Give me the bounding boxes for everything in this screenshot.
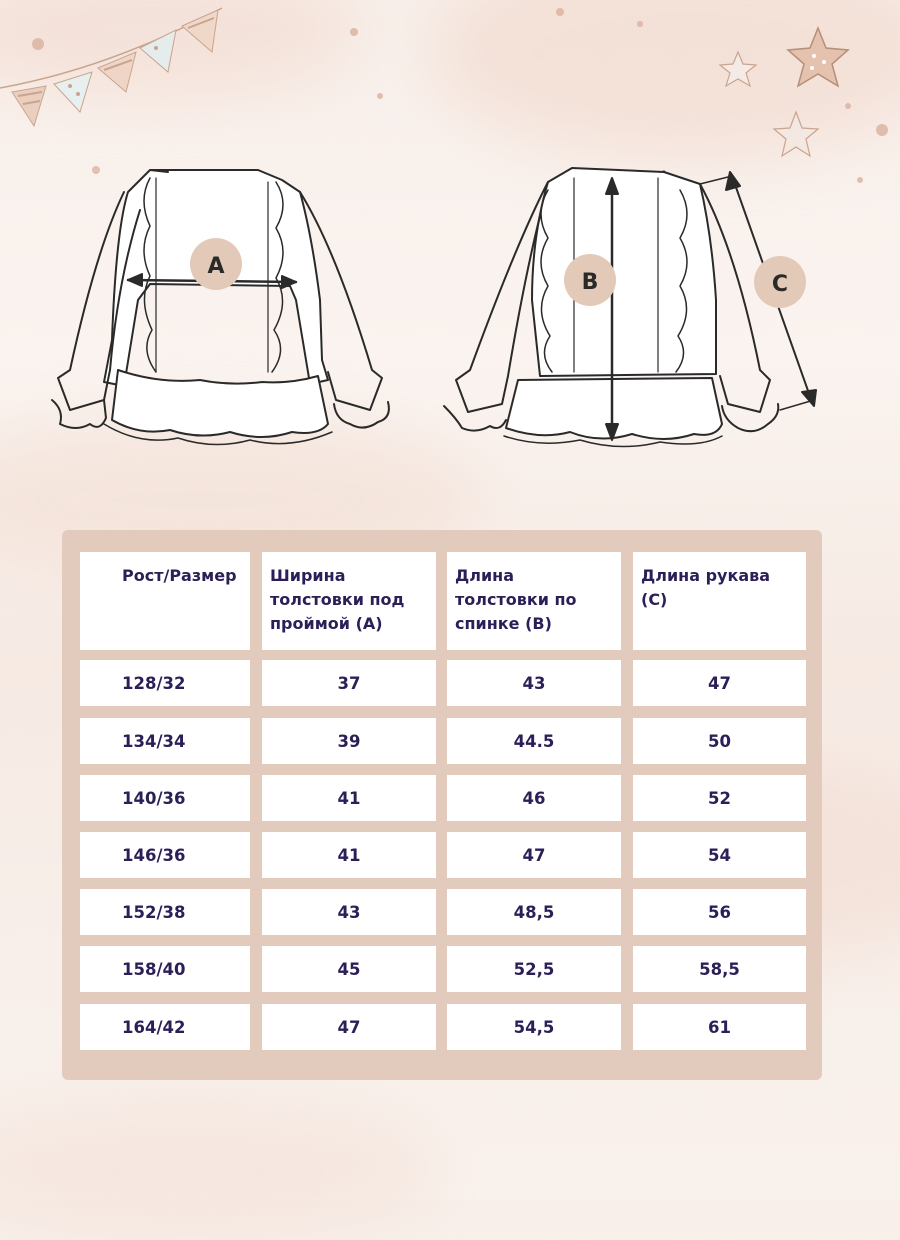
watercolor-wash [0,1100,440,1240]
value-cell: 43 [447,660,621,706]
value-cell: 47 [262,1004,436,1050]
value-cell: 46 [447,775,621,821]
header-cell: Длина толстовки по спинке (B) [447,552,621,650]
value-cell: 54,5 [447,1004,621,1050]
star-icon [774,112,818,156]
value-cell: 54 [633,832,806,878]
front-garment [52,170,389,445]
size-cell: 140/36 [80,775,250,821]
value-cell: 47 [633,660,806,706]
size-cell: 164/42 [80,1004,250,1050]
size-cell: 152/38 [80,889,250,935]
bunting-garland-icon [0,8,222,126]
star-icon [720,52,756,86]
value-cell: 48,5 [447,889,621,935]
splatter-dots [32,8,888,183]
size-cell: 128/32 [80,660,250,706]
value-cell: 50 [633,718,806,764]
value-cell: 52,5 [447,946,621,992]
value-cell: 41 [262,832,436,878]
value-cell: 44.5 [447,718,621,764]
header-cell: Длина рукава (C) [633,552,806,650]
label-b: B [581,270,599,295]
value-cell: 56 [633,889,806,935]
label-c: C [771,272,789,297]
value-cell: 41 [262,775,436,821]
value-cell: 58,5 [633,946,806,992]
size-table [62,530,822,1080]
header-cell: Рост/Размер [80,552,250,650]
value-cell: 52 [633,775,806,821]
value-cell: 39 [262,718,436,764]
garment-illustration [0,0,900,480]
star-icon [788,28,848,86]
size-cell: 158/40 [80,946,250,992]
value-cell: 61 [633,1004,806,1050]
size-cell: 134/34 [80,718,250,764]
value-cell: 37 [262,660,436,706]
back-garment [444,168,816,447]
header-cell: Ширина толстовки под проймой (A) [262,552,436,650]
label-a: A [207,254,225,279]
value-cell: 43 [262,889,436,935]
size-cell: 146/36 [80,832,250,878]
value-cell: 47 [447,832,621,878]
value-cell: 45 [262,946,436,992]
